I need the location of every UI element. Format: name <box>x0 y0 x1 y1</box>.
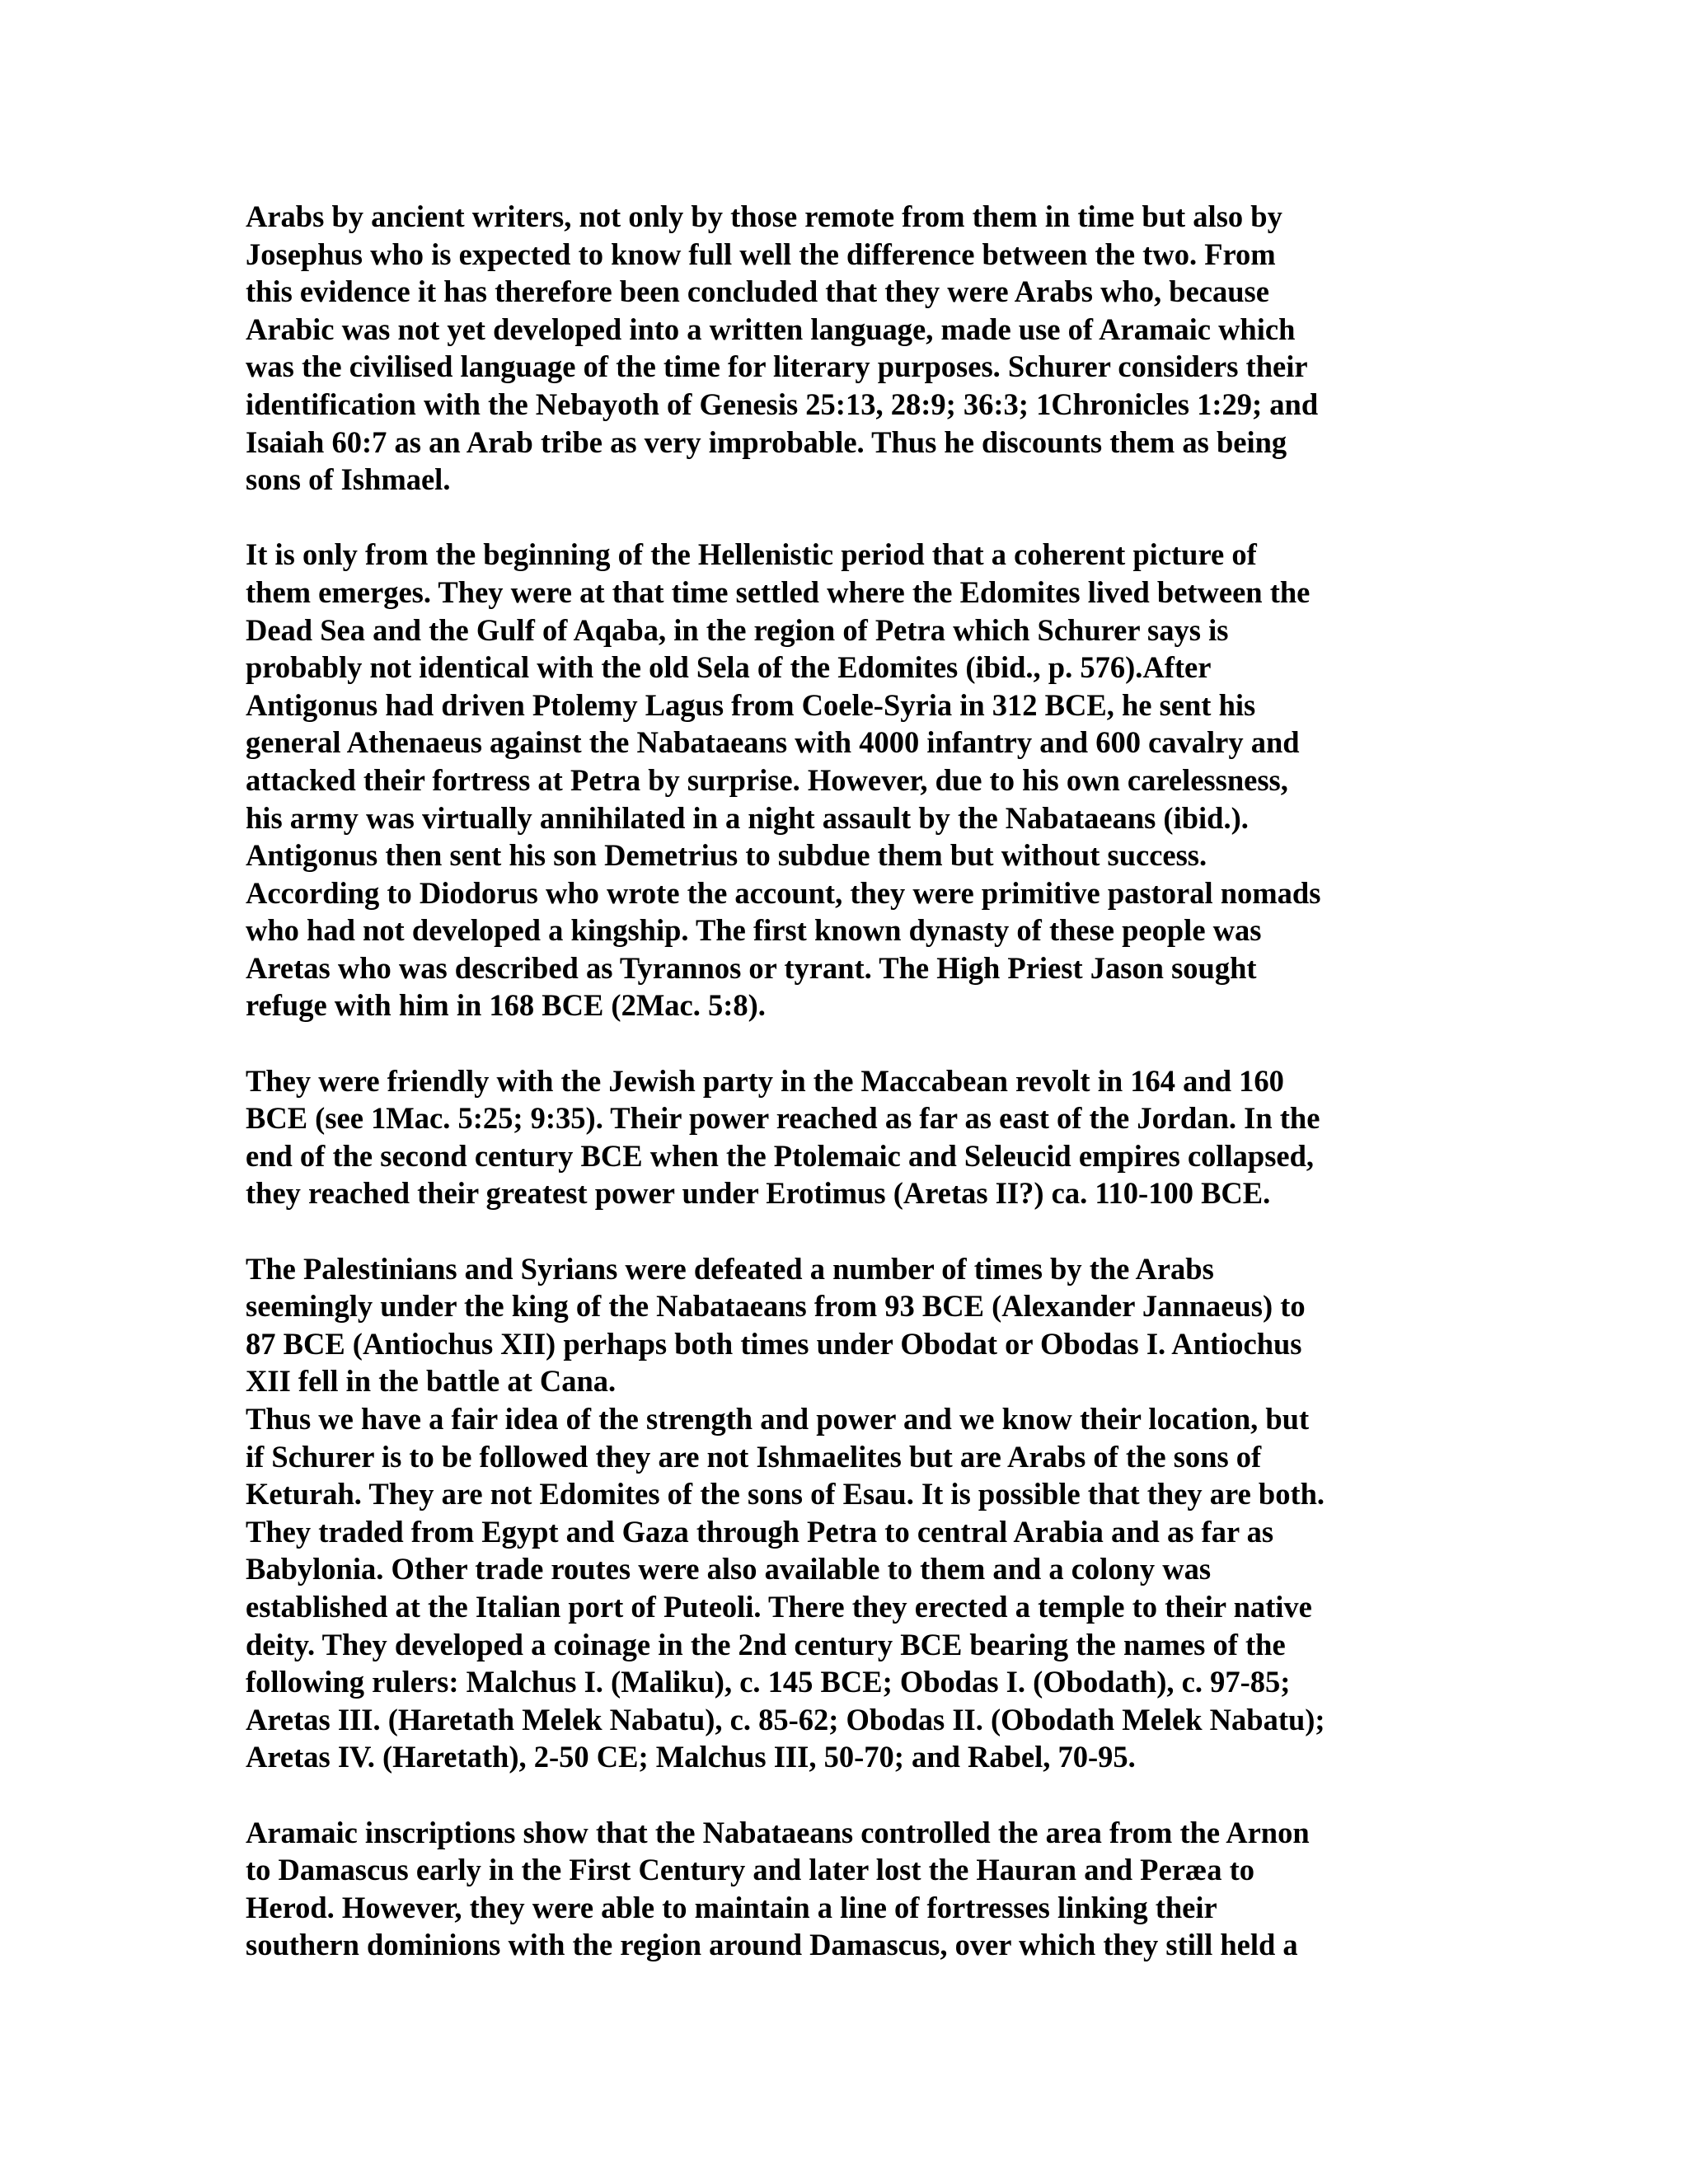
text-line: established at the Italian port of Puteoli. There they erected a temple to their native <box>246 1589 1312 1624</box>
text-line: attacked their fortress at Petra by surprise. However, due to his own carelessness, <box>246 762 1288 797</box>
text-line: Josephus who is expected to know full well the difference between the two. From <box>246 237 1276 271</box>
text-line: refuge with him in 168 BCE (2Mac. 5:8). <box>246 988 766 1023</box>
paragraph-1 <box>246 198 1482 499</box>
text-line: It is only from the beginning of the Hellenistic period that a coherent picture of <box>246 537 1257 572</box>
text-line: Isaiah 60:7 as an Arab tribe as very improbable. Thus he discounts them as being <box>246 424 1287 459</box>
text-line: end of the second century BCE when the Ptolemaic and Seleucid empires collapsed, <box>246 1138 1315 1173</box>
document-body <box>246 198 1482 1964</box>
text-line: They were friendly with the Jewish party in the Maccabean revolt in 164 and 160 <box>246 1063 1284 1098</box>
text-line: identification with the Nebayoth of Genesis 25:13, 28:9; 36:3; 1Chronicles 1:29; and <box>246 387 1319 421</box>
text-line: to Damascus early in the First Century and later lost the Hauran and Peræa to <box>246 1853 1255 1887</box>
text-line: deity. They developed a coinage in the 2nd century BCE bearing the names of the <box>246 1627 1286 1661</box>
text-line: 87 BCE (Antiochus XII) perhaps both times under Obodat or Obodas I. Antiochus <box>246 1326 1302 1361</box>
text-line: BCE (see 1Mac. 5:25; 9:35). Their power reached as far as east of the Jordan. In the <box>246 1101 1320 1136</box>
text-line: seemingly under the king of the Nabataeans from 93 BCE (Alexander Jannaeus) to <box>246 1289 1306 1324</box>
text-line: Arabic was not yet developed into a written language, made use of Aramaic which <box>246 312 1296 346</box>
text-line: sons of Ishmael. <box>246 462 451 497</box>
paragraph-3 <box>246 1062 1482 1212</box>
paragraph-spacer <box>246 1212 1482 1250</box>
paragraph-spacer <box>246 1776 1482 1814</box>
text-line: his army was virtually annihilated in a night assault by the Nabataeans (ibid.). <box>246 800 1249 835</box>
text-line: Aretas who was described as Tyrannos or tyrant. The High Priest Jason sought <box>246 950 1257 985</box>
text-line: general Athenaeus against the Nabataeans with 4000 infantry and 600 cavalry and <box>246 725 1300 760</box>
text-line: Thus we have a fair idea of the strength and power and we know their location, but <box>246 1402 1310 1436</box>
text-line: they reached their greatest power under Erotimus (Aretas II?) ca. 110-100 BCE. <box>246 1176 1271 1211</box>
text-line: Antigonus had driven Ptolemy Lagus from Coele-Syria in 312 BCE, he sent his <box>246 687 1256 722</box>
text-line: Herod. However, they were able to maintain a line of fortresses linking their <box>246 1890 1217 1924</box>
paragraph-4 <box>246 1250 1482 1776</box>
text-line: if Schurer is to be followed they are not Ishmaelites but are Arabs of the sons of <box>246 1439 1262 1474</box>
text-line: who had not developed a kingship. The first known dynasty of these people was <box>246 913 1262 948</box>
text-line: Keturah. They are not Edomites of the sons of Esau. It is possible that they are both. <box>246 1477 1325 1511</box>
paragraph-5 <box>246 1814 1482 1964</box>
paragraph-2 <box>246 536 1482 1024</box>
text-line: Arabs by ancient writers, not only by those remote from them in time but also by <box>246 199 1282 233</box>
text-line: Antigonus then sent his son Demetrius to subdue them but without success. <box>246 838 1207 873</box>
paragraph-spacer <box>246 1024 1482 1062</box>
text-line: southern dominions with the region around Damascus, over which they still held a <box>246 1928 1298 1962</box>
text-line: following rulers: Malchus I. (Maliku), c. 145 BCE; Obodas I. (Obodath), c. 97-85; <box>246 1665 1291 1699</box>
paragraph-spacer <box>246 499 1482 537</box>
text-line: The Palestinians and Syrians were defeated a number of times by the Arabs <box>246 1251 1214 1286</box>
text-line: probably not identical with the old Sela of the Edomites (ibid., p. 576).After <box>246 650 1212 685</box>
text-line: Babylonia. Other trade routes were also available to them and a colony was <box>246 1552 1212 1586</box>
text-line: According to Diodorus who wrote the account, they were primitive pastoral nomads <box>246 875 1321 910</box>
text-line: them emerges. They were at that time settled where the Edomites lived between the <box>246 574 1311 609</box>
text-line: Aretas IV. (Haretath), 2-50 CE; Malchus III, 50-70; and Rabel, 70-95. <box>246 1740 1136 1774</box>
text-line: Dead Sea and the Gulf of Aqaba, in the region of Petra which Schurer says is <box>246 612 1229 647</box>
text-line: was the civilised language of the time for literary purposes. Schurer considers their <box>246 349 1308 384</box>
text-line: Aretas III. (Haretath Melek Nabatu), c. 85-62; Obodas II. (Obodath Melek Nabatu); <box>246 1702 1325 1736</box>
text-line: Aramaic inscriptions show that the Nabataeans controlled the area from the Arnon <box>246 1815 1310 1849</box>
text-line: They traded from Egypt and Gaza through Petra to central Arabia and as far as <box>246 1514 1274 1549</box>
text-line: XII fell in the battle at Cana. <box>246 1364 617 1399</box>
text-line: this evidence it has therefore been concluded that they were Arabs who, because <box>246 274 1269 309</box>
